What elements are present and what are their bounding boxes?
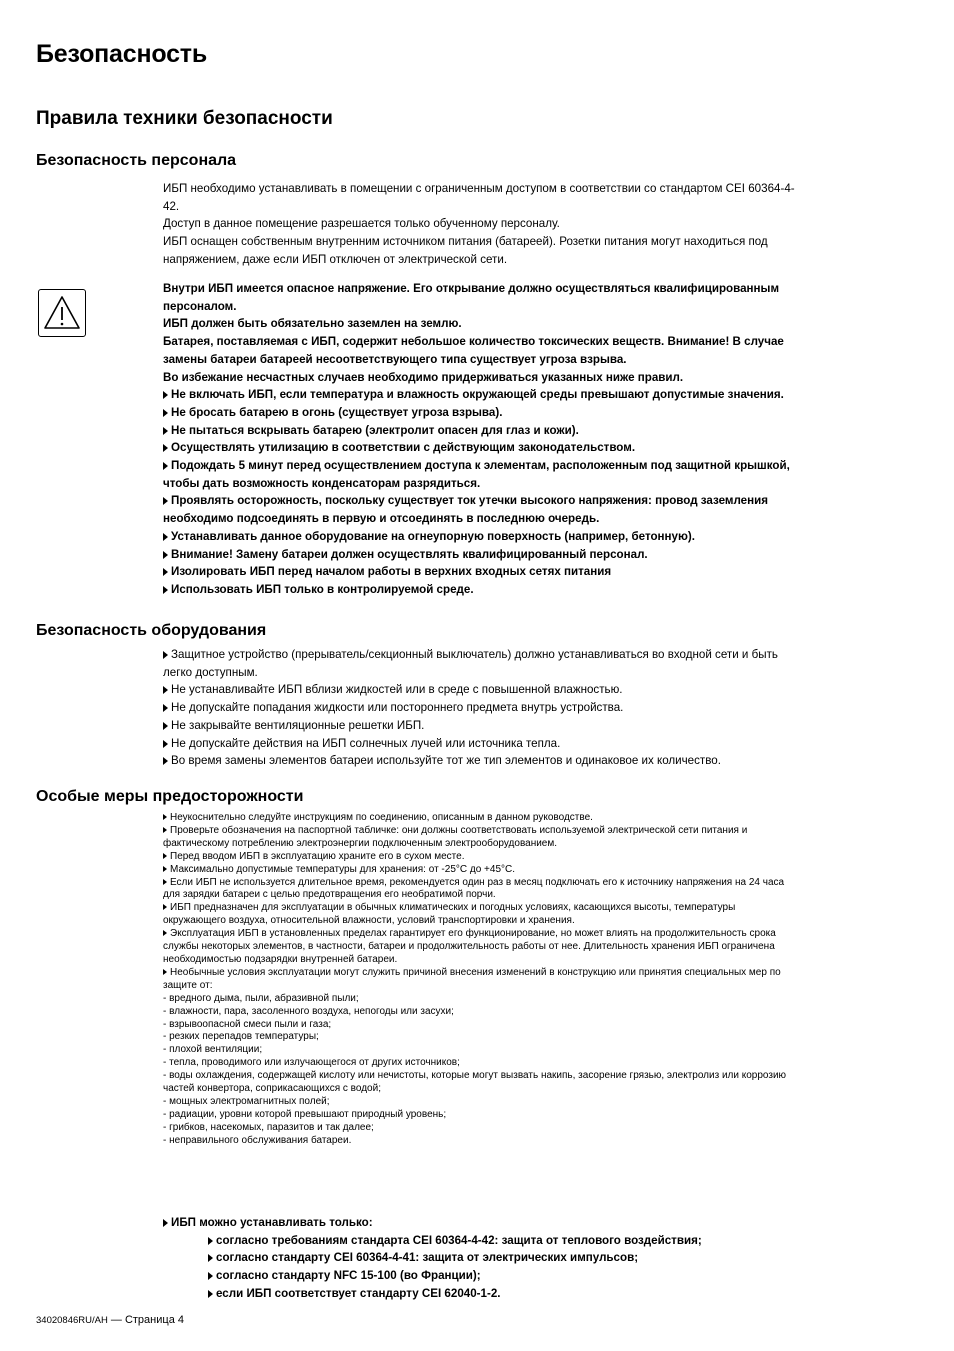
intro-line: ИБП необходимо устанавливать в помещении с ограниченным доступом в соответствии со стандартом CEI 60364-4- (163, 182, 795, 195)
equipment-item (163, 735, 778, 753)
equipment-item-text: Не закрывайте вентиляционные решетки ИБП. (171, 718, 425, 732)
precaution-line (163, 1019, 786, 1032)
precaution-line (163, 838, 786, 851)
precautions-list (163, 812, 786, 1148)
precaution-text: - воды охлаждения, содержащей кислоту или нечистоты, которые могут вызвать накипь, засорение грязью, электролиз или коррозию (163, 1070, 787, 1082)
bullet-icon (163, 651, 168, 659)
install-item (208, 1285, 702, 1303)
precaution-line (163, 1122, 786, 1135)
safety-rule (163, 546, 790, 564)
precaution-line (163, 915, 786, 928)
equipment-item-text: Защитное устройство (прерыватель/секционный выключатель) должно устанавливаться во входной сети и быть (171, 648, 778, 661)
precaution-text: для зарядки батареи с целью предотвращения его необратимой порчи. (163, 889, 496, 901)
precaution-text: ИБП предназначен для эксплуатации в обычных климатических и погодных условиях, касающихся высоты, температуры (170, 902, 736, 914)
warning-line: ИБП должен быть обязательно заземлен на землю. (163, 317, 462, 331)
precaution-text: - мощных электромагнитных полей; (163, 1095, 330, 1107)
equipment-list (163, 646, 778, 770)
bullet-icon (163, 866, 167, 872)
equipment-item-text: легко доступным. (163, 665, 258, 679)
equipment-item-text: Во время замены элементов батареи используйте тот же тип элементов и одинаковое их количество. (171, 754, 721, 768)
precaution-line (163, 1096, 786, 1109)
precaution-text: службы некоторых элементов, в частности, батареи и продолжительность работы от нее. Длительность хранения ИБП ограничена (163, 941, 775, 953)
install-item-text: согласно требованиям стандарта CEI 60364-4-42: защита от теплового воздействия; (216, 1233, 702, 1247)
precaution-line (163, 954, 786, 967)
precaution-line (163, 980, 786, 993)
precaution-line (163, 1057, 786, 1070)
precaution-line (163, 812, 786, 825)
precaution-line (163, 1109, 786, 1122)
precaution-line (163, 1044, 786, 1057)
safety-rule-text: Не бросать батарею в огонь (существует угроза взрыва). (171, 405, 503, 419)
equipment-item (163, 664, 778, 682)
bullet-icon (163, 722, 168, 730)
precaution-line (163, 928, 786, 941)
safety-rule (163, 581, 790, 599)
warning-line: замены батареи батареей несоответствующего типа существует угроза взрыва. (163, 352, 627, 366)
bullet-icon (163, 391, 168, 399)
warning-icon (38, 289, 86, 337)
equipment-item (163, 717, 778, 735)
safety-rule-text: Осуществлять утилизацию в соответствии с действующим законодательством. (171, 441, 636, 455)
bullet-icon (163, 1219, 168, 1227)
bullet-icon (163, 586, 168, 594)
precaution-text: - вредного дыма, пыли, абразивной пыли; (163, 992, 359, 1004)
equipment-item (163, 699, 778, 717)
bullet-icon (163, 444, 168, 452)
bullet-icon (163, 879, 167, 885)
safety-rule (163, 475, 790, 493)
precaution-line (163, 1135, 786, 1148)
safety-rule-text: чтобы дать возможность конденсаторам разрядиться. (163, 476, 481, 490)
equipment-item-text: Не допускайте попадания жидкости или постороннего предмета внутрь устройства. (171, 701, 624, 715)
bullet-icon (163, 533, 168, 541)
bullet-icon (163, 969, 167, 975)
safety-rule (163, 404, 790, 422)
personnel-warnings (163, 280, 790, 599)
safety-rule (163, 457, 790, 475)
precaution-text: фактическому потреблению электроэнергии подключенным электрооборудованием. (163, 837, 558, 849)
bullet-icon (163, 686, 168, 694)
safety-rule (163, 528, 790, 546)
precaution-text: - радиации, уровни которой превышают природный уровень; (163, 1108, 447, 1120)
safety-rule (163, 386, 790, 404)
equipment-item (163, 681, 778, 699)
precaution-text: - грибков, насекомых, паразитов и так далее; (163, 1121, 374, 1133)
precaution-text: - влажности, пара, засоленного воздуха, непогоды или засухи; (163, 1005, 454, 1017)
precautions-heading: Особые меры предосторожности (36, 788, 304, 805)
safety-rule-text: необходимо подсоединять в первую и отсоединять в последнюю очередь. (163, 512, 600, 526)
warning-line: Во избежание несчастных случаев необходимо придерживаться указанных ниже правил. (163, 370, 684, 384)
precaution-line (163, 825, 786, 838)
footer-separator: — (110, 1314, 122, 1326)
precaution-line (163, 967, 786, 980)
footer (36, 1314, 184, 1326)
bullet-icon (163, 551, 168, 559)
bullet-icon (163, 409, 168, 417)
precaution-line (163, 941, 786, 954)
precaution-line (163, 902, 786, 915)
personnel-intro (163, 180, 795, 269)
precaution-line (163, 1031, 786, 1044)
install-lead: ИБП можно устанавливать только: (163, 1214, 702, 1232)
safety-rule (163, 492, 790, 510)
safety-rule-text: Проявлять осторожность, поскольку существует ток утечки высокого напряжения: провод заземления (171, 494, 769, 508)
bullet-icon (163, 497, 168, 505)
precaution-text: защите от: (163, 979, 213, 991)
precaution-text: необходимостью подзарядки внутренней батареи. (163, 953, 398, 965)
bullet-icon (163, 427, 168, 435)
bullet-icon (208, 1237, 213, 1245)
warning-line: Батарея, поставляемая с ИБП, содержит небольшое количество токсических веществ. Внимание! В случае (163, 335, 784, 349)
doc-code: 34020846RU/AH (36, 1315, 108, 1326)
bullet-icon (208, 1272, 213, 1280)
safety-rule-text: Подождать 5 минут перед осуществлением доступа к элементам, расположенным под защитной крышкой, (171, 459, 790, 473)
install-item (208, 1249, 702, 1267)
precaution-line (163, 864, 786, 877)
intro-line: ИБП оснащен собственным внутренним источником питания (батареей). Розетки питания могут находиться под (163, 235, 768, 249)
bullet-icon (163, 930, 167, 936)
precaution-line (163, 851, 786, 864)
safety-rule (163, 510, 790, 528)
bullet-icon (163, 704, 168, 712)
equipment-item (163, 646, 778, 664)
precaution-text: Проверьте обозначения на паспортной табличке: они должны соответствовать используемой электрической сети питания и (170, 824, 748, 836)
bullet-icon (208, 1254, 213, 1262)
bullet-icon (163, 904, 167, 910)
precaution-text: - неправильного обслуживания батареи. (163, 1134, 352, 1146)
safety-rule (163, 439, 790, 457)
safety-rule (163, 563, 790, 581)
safety-rule-text: Не включать ИБП, если температура и влажность окружающей среды превышают допустимые значения. (171, 388, 784, 402)
warning-line: Внутри ИБП имеется опасное напряжение. Его открывание должно осуществляться квалифицированным (163, 282, 780, 295)
precaution-text: Эксплуатация ИБП в установленных пределах гарантирует его функционирование, но может влиять на продолжительность срока (170, 928, 776, 940)
precaution-text: - плохой вентиляции; (163, 1044, 263, 1056)
precaution-line (163, 889, 786, 902)
bullet-icon (163, 814, 167, 820)
equipment-heading: Безопасность оборудования (36, 622, 267, 639)
bullet-icon (163, 757, 168, 765)
precaution-text: окружающего воздуха, относительной влажности, условий транспортировки и хранения. (163, 915, 575, 927)
precaution-line (163, 1006, 786, 1019)
precaution-text: частей конвертора, соприкасающихся с водой; (163, 1083, 381, 1095)
equipment-item-text: Не устанавливайте ИБП вблизи жидкостей или в среде с повышенной влажностью. (171, 683, 623, 697)
precaution-line (163, 877, 786, 890)
install-list (163, 1232, 702, 1303)
section-title: Правила техники безопасности (36, 108, 333, 129)
install-item-text: если ИБП соответствует стандарту CEI 62040-1-2. (216, 1286, 501, 1300)
bullet-icon (163, 568, 168, 576)
personnel-heading: Безопасность персонала (36, 152, 237, 169)
safety-rule-text: Не пытаться вскрывать батарею (электролит опасен для глаз и кожи). (171, 423, 579, 437)
equipment-item-text: Не допускайте действия на ИБП солнечных лучей или источника тепла. (171, 736, 561, 750)
safety-rule-text: Использовать ИБП только в контролируемой среде. (171, 582, 474, 596)
safety-rules-list (163, 386, 790, 598)
precaution-line (163, 1083, 786, 1096)
precaution-line (163, 993, 786, 1006)
install-item (208, 1232, 702, 1250)
bullet-icon (163, 462, 168, 470)
install-item (208, 1267, 702, 1285)
precaution-text: Максимально допустимые температуры для хранения: от -25°C до +45°C. (170, 863, 516, 875)
precaution-text: Если ИБП не используется длительное время, рекомендуется один раз в месяц подключать его к источнику напряжения на 24 часа (170, 876, 785, 888)
safety-rule-text: Внимание! Замену батареи должен осуществлять квалифицированный персонал. (171, 547, 648, 561)
bullet-icon (163, 853, 167, 859)
equipment-item (163, 752, 778, 770)
safety-rule (163, 422, 790, 440)
warning-line: персоналом. (163, 299, 237, 313)
precaution-text: Перед вводом ИБП в эксплуатацию храните его в сухом месте. (170, 850, 465, 862)
precaution-text: Необычные условия эксплуатации могут служить причиной внесения изменений в конструкцию или принятия специальных мер по (170, 966, 781, 978)
install-item-text: согласно стандарту CEI 60364-4-41: защита от электрических импульсов; (216, 1251, 639, 1265)
precaution-text: - резких перепадов температуры; (163, 1031, 319, 1043)
intro-line: Доступ в данное помещение разрешается только обученному персоналу. (163, 217, 560, 231)
bullet-icon (208, 1290, 213, 1298)
precaution-line (163, 1070, 786, 1083)
precaution-text: - тепла, проводимого или излучающегося от других источников; (163, 1057, 460, 1069)
page-title: Безопасность (36, 40, 208, 68)
page-number: Страница 4 (124, 1314, 184, 1326)
bullet-icon (163, 740, 168, 748)
intro-line: напряжением, даже если ИБП отключен от электрической сети. (163, 252, 508, 266)
safety-rule-text: Устанавливать данное оборудование на огнеупорную поверхность (например, бетонную). (171, 529, 695, 543)
bullet-icon (163, 827, 167, 833)
intro-line: 42. (163, 199, 180, 213)
install-item-text: согласно стандарту NFC 15-100 (во Франции); (216, 1269, 481, 1283)
precaution-text: - взрывоопасной смеси пыли и газа; (163, 1018, 332, 1030)
install-block (163, 1214, 702, 1303)
safety-rule-text: Изолировать ИБП перед началом работы в верхних входных сетях питания (171, 565, 612, 579)
precaution-text: Неукоснительно следуйте инструкциям по соединению, описанным в данном руководстве. (170, 812, 593, 823)
